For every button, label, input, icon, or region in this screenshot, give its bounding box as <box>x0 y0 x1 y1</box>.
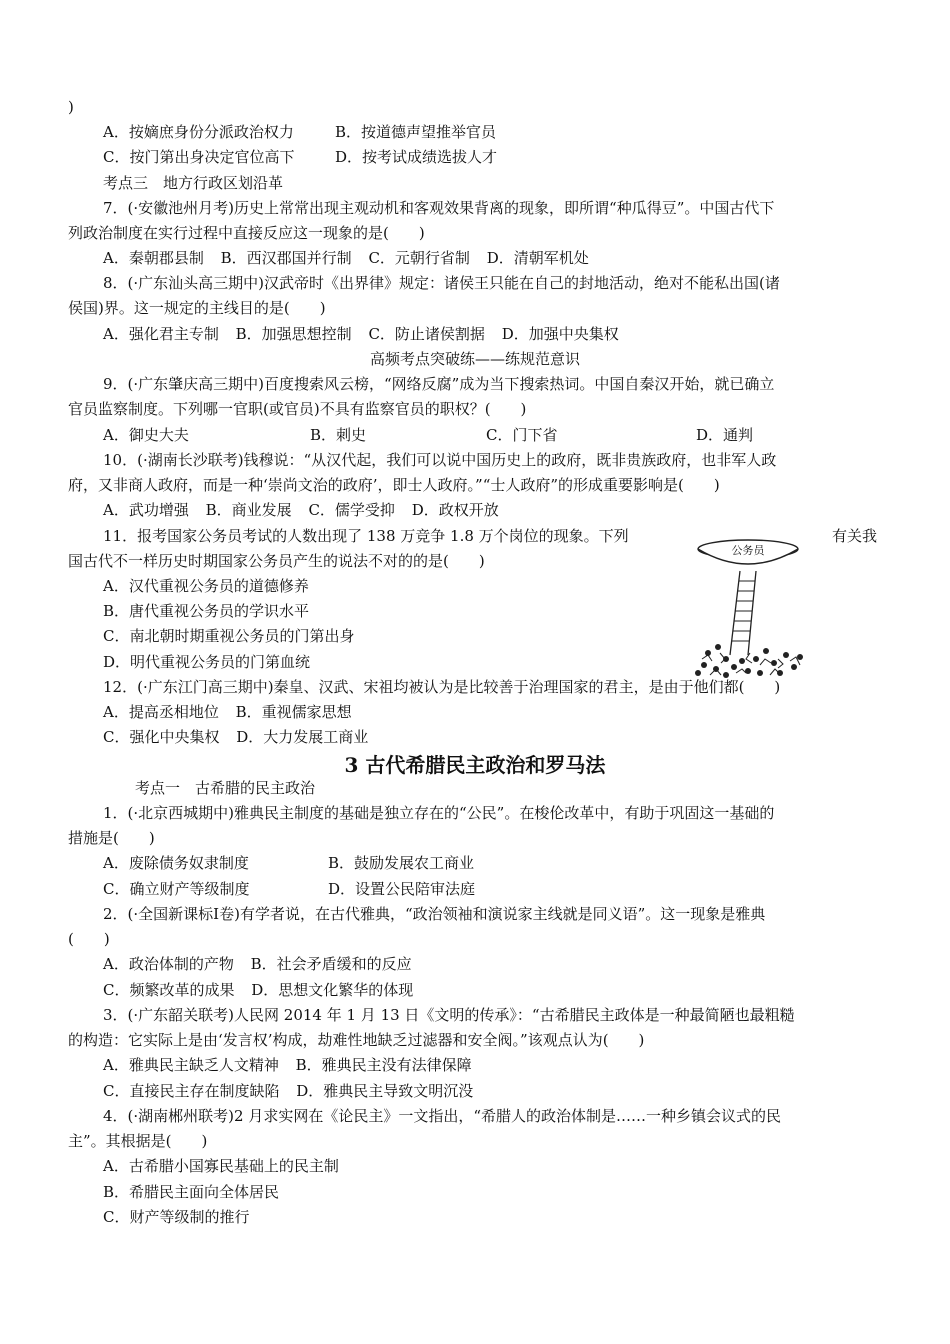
option-b: B．希腊民主面向全体居民 <box>103 1183 280 1201</box>
option-c: C．南北朝时期重视公务员的门第出身 <box>103 627 355 645</box>
question-11-line2: 国古代不一样历史时期国家公务员产生的说法不对的的是( ) <box>68 552 485 570</box>
option-d: D．明代重视公务员的门第血统 <box>103 653 311 671</box>
chapter-title: 3 古代希腊民主政治和罗马法 <box>344 753 606 777</box>
question-9-line1: 9．(·广东肇庆高三期中)百度搜索风云榜，“网络反腐”成为当下搜索热词。中国自秦汉开始，就已确立 <box>103 375 775 393</box>
option-c: C．直接民主存在制度缺陷 <box>103 1082 280 1100</box>
question-9-line2: 官员监察制度。下列哪一官职(或官员)不具有监察官员的职权？( ) <box>68 400 527 418</box>
question-1-line1: 1．(·北京西城期中)雅典民主制度的基础是独立存在的“公民”。在梭伦改革中，有助于巩固这一基础的 <box>103 804 775 822</box>
option-d: D．思想文化繁华的体现 <box>251 981 414 999</box>
question-3-line2: 的构造：它实际上是由‘发言权’构成，劫难性地缺乏过滤器和安全阀。”该观点认为( ) <box>68 1031 645 1049</box>
option-a: A．汉代重视公务员的道德修养 <box>103 577 309 595</box>
option-a: A．提高丞相地位 <box>103 703 219 721</box>
option-a: A．秦朝郡县制 <box>103 249 204 267</box>
question-10-line1: 10．(·湖南长沙联考)钱穆说：“从汉代起，我们可以说中国历史上的政府，既非贵族政府，也非军人政 <box>103 451 777 469</box>
option-d: D．按考试成绩选拔人才 <box>335 148 498 166</box>
question-7-options <box>103 248 589 268</box>
option-b: B．鼓励发展农工商业 <box>328 854 475 872</box>
question-2-options-1 <box>103 954 412 974</box>
question-7-line1: 7．(·安徽池州月考)历史上常常出现主观动机和客观效果背离的现象，即所谓“种瓜得豆”。中国古代下 <box>103 199 775 217</box>
option-a: A．强化君主专制 <box>103 325 219 343</box>
option-b: B．西汉郡国并行制 <box>220 249 352 267</box>
option-d: D．雅典民主导致文明沉没 <box>296 1082 474 1100</box>
question-3-options-1 <box>103 1055 472 1075</box>
question-7-line2: 列政治制度在实行过程中直接反应这一现象的是( ) <box>68 224 425 242</box>
option-d: D．大力发展工商业 <box>236 728 369 746</box>
question-2-line2: ( ) <box>68 930 110 948</box>
option-b: B．重视儒家思想 <box>235 703 352 721</box>
option-a: A．雅典民主缺乏人文精神 <box>103 1056 279 1074</box>
section-heading: 考点一 古希腊的民主政治 <box>135 779 316 797</box>
option-b: B．商业发展 <box>205 501 292 519</box>
question-1-line2: 措施是( ) <box>68 829 155 847</box>
question-4-line1: 4．(·湖南郴州联考)2 月求实网在《论民主》一文指出，“希腊人的政治体制是……一种乡镇会议式的民 <box>103 1107 781 1125</box>
option-a: A．废除债务奴隶制度 <box>103 854 249 872</box>
option-b: B．唐代重视公务员的学识水平 <box>103 602 310 620</box>
option-c: C．财产等级制的推行 <box>103 1208 250 1226</box>
section-heading: 考点三 地方行政区划沿革 <box>103 174 284 192</box>
option-d: D．设置公民陪审法庭 <box>328 880 476 898</box>
question-8-options <box>103 324 619 344</box>
option-a: A．古希腊小国寡民基础上的民主制 <box>103 1157 339 1175</box>
option-b: B．刺史 <box>310 426 367 444</box>
option-c: C．确立财产等级制度 <box>103 880 250 898</box>
question-2-line1: 2．(·全国新课标Ⅰ卷)有学者说，在古代雅典，“政治领袖和演说家主线就是同义语”。这一现象是雅典 <box>103 905 766 923</box>
option-b: B．社会矛盾缓和的反应 <box>250 955 412 973</box>
civil-servant-ladder-illustration <box>690 535 820 680</box>
option-c: C．儒学受抑 <box>308 501 395 519</box>
option-a: A．武功增强 <box>103 501 189 519</box>
option-a: A．政治体制的产物 <box>103 955 234 973</box>
option-b: B．按道德声望推举官员 <box>335 123 497 141</box>
option-b: B．加强思想控制 <box>235 325 352 343</box>
option-d: D．通判 <box>696 426 754 444</box>
text-line: ) <box>68 98 74 116</box>
option-d: D．清朝军机处 <box>486 249 589 267</box>
question-2-options-2 <box>103 980 413 1000</box>
option-c: C．按门第出身决定官位高下 <box>103 148 295 166</box>
question-11-line1: 11．报考国家公务员考试的人数出现了 138 万竞争 1.8 万个岗位的现象。下列 <box>103 527 629 545</box>
option-d: D．政权开放 <box>411 501 499 519</box>
question-11-line1-end: 有关我 <box>832 527 878 545</box>
option-c: C．频繁改革的成果 <box>103 981 235 999</box>
question-10-options <box>103 500 499 520</box>
option-c: C．元朝行省制 <box>368 249 470 267</box>
option-c: C．门下省 <box>486 426 558 444</box>
question-3-line1: 3．(·广东韶关联考)人民网 2014 年 1 月 13 日《文明的传承》：“古希腊民主政体是一种最简陋也最粗糙 <box>103 1006 795 1024</box>
option-b: B．雅典民主没有法律保障 <box>295 1056 472 1074</box>
option-c: C．强化中央集权 <box>103 728 220 746</box>
section-title: 高频考点突破练——练规范意识 <box>369 350 580 368</box>
question-10-line2: 府，又非商人政府，而是一种‘崇尚文治的政府’，即士人政府。”“士人政府”的形成重要影响是( ) <box>68 476 720 494</box>
question-12-options-2 <box>103 727 368 747</box>
option-c: C．防止诸侯割据 <box>368 325 485 343</box>
question-8-line2: 侯国)界。这一规定的主线目的是( ) <box>68 299 326 317</box>
option-a: A．御史大夫 <box>103 426 189 444</box>
question-12-options-1 <box>103 702 352 722</box>
question-12-line1: 12．(·广东江门高三期中)秦皇、汉武、宋祖均被认为是比较善于治理国家的君主，是由于他们都( ) <box>103 678 781 696</box>
question-4-line2: 主”。其根据是( ) <box>68 1132 208 1150</box>
question-3-options-2 <box>103 1081 473 1101</box>
option-a: A．按嫡庶身份分派政治权力 <box>103 123 294 141</box>
question-8-line1: 8．(·广东汕头高三期中)汉武帝时《出界律》规定：诸侯王只能在自己的封地活动，绝对不能私出国(诸 <box>103 274 780 292</box>
option-d: D．加强中央集权 <box>501 325 619 343</box>
sign-label: 公务员 <box>731 544 765 557</box>
